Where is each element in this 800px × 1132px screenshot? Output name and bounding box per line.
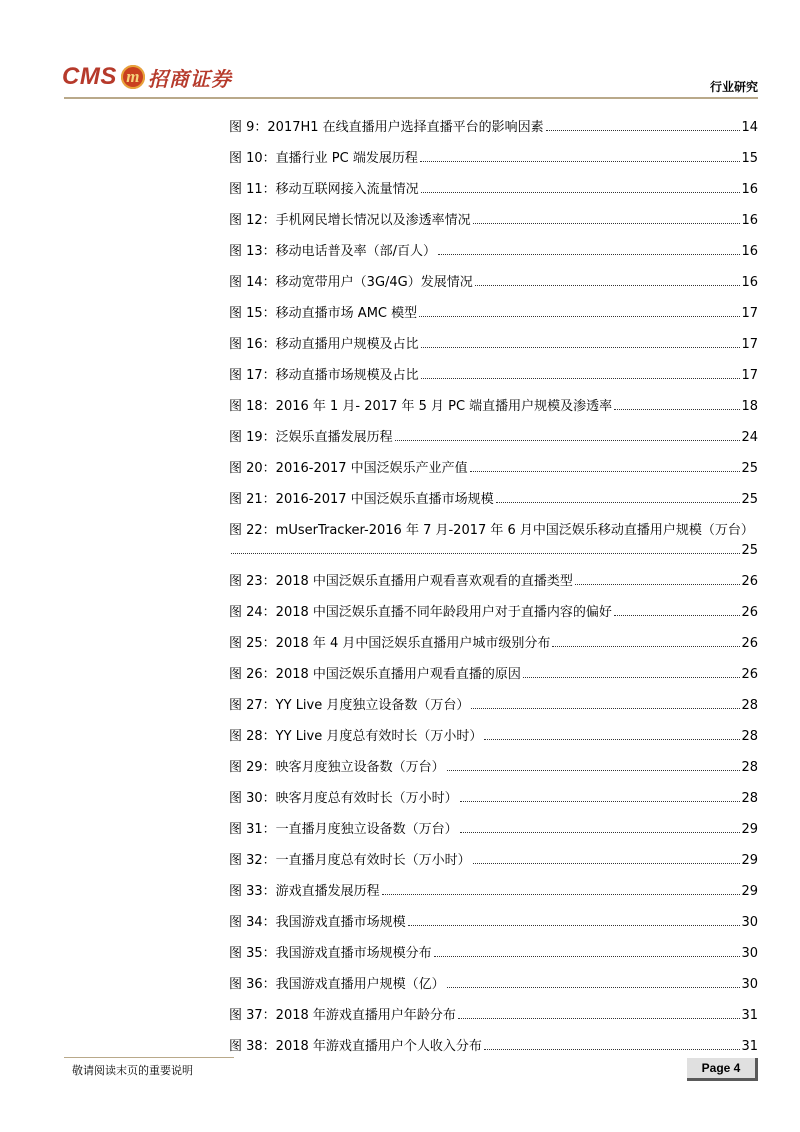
toc-entry[interactable] (229, 1023, 758, 1054)
toc-leader-dots (408, 925, 741, 926)
toc-entry[interactable] (229, 744, 758, 775)
toc-leader-dots (484, 1049, 741, 1050)
toc-entry-page: 30 (741, 915, 758, 930)
toc-entry[interactable] (229, 228, 758, 259)
logo-chinese: 招商证券 (147, 66, 232, 91)
toc-entry[interactable] (229, 558, 758, 589)
report-category: 行业研究 (709, 80, 758, 94)
toc-entry-page: 26 (741, 667, 758, 682)
toc-entry[interactable] (229, 507, 758, 558)
toc-entry-page: 25 (741, 543, 758, 558)
company-logo (62, 60, 232, 94)
toc-entry[interactable] (229, 806, 758, 837)
toc-leader-dots (447, 770, 741, 771)
toc-entry-label: 图 21：2016-2017 中国泛娱乐直播市场规模 (229, 492, 494, 507)
toc-entry-page: 18 (741, 399, 758, 414)
toc-entry-page: 15 (741, 151, 758, 166)
toc-entry-label: 图 28：YY Live 月度总有效时长（万小时） (229, 729, 483, 744)
toc-entry-label: 图 34：我国游戏直播市场规模 (229, 915, 406, 930)
toc-entry-label: 图 36：我国游戏直播用户规模（亿） (229, 977, 445, 992)
toc-entry-label: 图 10：直播行业 PC 端发展历程 (229, 151, 418, 166)
toc-entry[interactable] (229, 930, 758, 961)
toc-leader-dots (496, 502, 741, 503)
toc-entry-label: 图 27：YY Live 月度独立设备数（万台） (229, 698, 470, 713)
toc-entry-page: 30 (741, 977, 758, 992)
toc-entry[interactable] (229, 992, 758, 1023)
toc-leader-dots (395, 440, 741, 441)
toc-entry-label: 图 29：映客月度独立设备数（万台） (229, 760, 445, 775)
toc-entry[interactable] (229, 321, 758, 352)
toc-leader-dots (419, 316, 740, 317)
toc-entry-label: 图 24：2018 中国泛娱乐直播不同年龄段用户对于直播内容的偏好 (229, 605, 612, 620)
toc-entry[interactable] (229, 682, 758, 713)
toc-entry-label: 图 23：2018 中国泛娱乐直播用户观看喜欢观看的直播类型 (229, 574, 573, 589)
toc-entry[interactable] (229, 197, 758, 228)
toc-entry[interactable] (229, 476, 758, 507)
toc-entry-label: 图 33：游戏直播发展历程 (229, 884, 380, 899)
toc-entry[interactable] (229, 961, 758, 992)
toc-entry-label: 图 18：2016 年 1 月- 2017 年 5 月 PC 端直播用户规模及渗透率 (229, 399, 613, 414)
toc-entry-label: 图 9：2017H1 在线直播用户选择直播平台的影响因素 (229, 120, 544, 135)
toc-entry[interactable] (229, 589, 758, 620)
logo-latin: CMS (62, 63, 117, 90)
toc-entry-label: 图 25：2018 年 4 月中国泛娱乐直播用户城市级别分布 (229, 636, 551, 651)
toc-entry[interactable] (229, 135, 758, 166)
toc-entry-page: 25 (741, 492, 758, 507)
toc-entry-label: 图 16：移动直播用户规模及占比 (229, 337, 419, 352)
toc-entry-page: 16 (741, 275, 758, 290)
toc-entry-page: 31 (741, 1008, 758, 1023)
logo-badge-icon: m (121, 65, 145, 89)
toc-entry[interactable] (229, 651, 758, 682)
toc-entry[interactable] (229, 259, 758, 290)
toc-entry-label: 图 12：手机网民增长情况以及渗透率情况 (229, 213, 471, 228)
toc-entry-page: 16 (741, 213, 758, 228)
toc-entry[interactable] (229, 713, 758, 744)
toc-entry[interactable] (229, 775, 758, 806)
toc-leader-dots (421, 378, 741, 379)
toc-entry-page: 28 (741, 698, 758, 713)
toc-entry-page: 14 (741, 120, 758, 135)
toc-entry-label: 图 30：映客月度总有效时长（万小时） (229, 791, 458, 806)
toc-entry-page: 16 (741, 244, 758, 259)
toc-entry-page: 28 (741, 791, 758, 806)
toc-entry-label: 图 20：2016-2017 中国泛娱乐产业产值 (229, 461, 468, 476)
toc-entry-label: 图 14：移动宽带用户（3G/4G）发展情况 (229, 275, 473, 290)
toc-leader-dots (473, 863, 741, 864)
toc-entry[interactable] (229, 414, 758, 445)
toc-entry-page: 17 (741, 337, 758, 352)
toc-entry-label: 图 11：移动互联网接入流量情况 (229, 182, 419, 197)
toc-entry[interactable] (229, 104, 758, 135)
toc-leader-dots (421, 347, 741, 348)
toc-leader-dots (460, 801, 741, 802)
toc-entry[interactable] (229, 620, 758, 651)
toc-entry[interactable] (229, 352, 758, 383)
toc-entry-page: 24 (741, 430, 758, 445)
toc-leader-dots (434, 956, 741, 957)
toc-entry[interactable] (229, 166, 758, 197)
toc-entry[interactable] (229, 899, 758, 930)
toc-entry-page: 25 (741, 461, 758, 476)
toc-leader-dots (231, 553, 740, 554)
toc-entry-page: 16 (741, 182, 758, 197)
toc-leader-dots (614, 615, 741, 616)
toc-entry[interactable] (229, 383, 758, 414)
toc-entry-label: 图 15：移动直播市场 AMC 模型 (229, 306, 418, 321)
toc-entry-page: 31 (741, 1039, 758, 1054)
toc-entry[interactable] (229, 837, 758, 868)
toc-leader-dots (470, 471, 741, 472)
toc-leader-dots (421, 192, 741, 193)
toc-entry-page: 26 (741, 636, 758, 651)
toc-entry-label: 图 26：2018 中国泛娱乐直播用户观看直播的原因 (229, 667, 521, 682)
toc-leader-dots (575, 584, 741, 585)
header-divider (64, 97, 758, 99)
toc-leader-dots (614, 409, 740, 410)
toc-leader-dots (473, 223, 741, 224)
toc-entry-page: 29 (741, 853, 758, 868)
toc-leader-dots (420, 161, 741, 162)
toc-entry-label: 图 38：2018 年游戏直播用户个人收入分布 (229, 1039, 482, 1054)
toc-entry-label: 图 32：一直播月度总有效时长（万小时） (229, 853, 471, 868)
toc-leader-dots (484, 739, 740, 740)
toc-entry-label: 图 17：移动直播市场规模及占比 (229, 368, 419, 383)
toc-entry-label: 图 31：一直播月度独立设备数（万台） (229, 822, 458, 837)
toc-leader-dots (523, 677, 741, 678)
toc-entry-label: 图 13：移动电话普及率（部/百人） (229, 244, 437, 259)
toc-entry-label: 图 22：mUserTracker-2016 年 7 月-2017 年 6 月中国泛娱乐移动直播用户规模（万台） (229, 523, 754, 538)
toc-entry-page: 17 (741, 306, 758, 321)
toc-entry-page: 28 (741, 760, 758, 775)
toc-leader-dots (552, 646, 740, 647)
toc-entry-page: 26 (741, 605, 758, 620)
toc-entry[interactable] (229, 290, 758, 321)
toc-leader-dots (471, 708, 740, 709)
toc-entry-label: 图 35：我国游戏直播市场规模分布 (229, 946, 432, 961)
toc-entry[interactable] (229, 445, 758, 476)
toc-leader-dots (460, 832, 741, 833)
page-number: Page 4 (687, 1058, 758, 1081)
toc-leader-dots (382, 894, 741, 895)
toc-entry-label: 图 19：泛娱乐直播发展历程 (229, 430, 393, 445)
toc-entry-page: 29 (741, 822, 758, 837)
toc-entry-page: 30 (741, 946, 758, 961)
toc-entry-page: 28 (741, 729, 758, 744)
disclaimer-note: 敬请阅读末页的重要说明 (72, 1064, 193, 1077)
toc-entry-page: 26 (741, 574, 758, 589)
toc-leader-dots (438, 254, 740, 255)
toc-leader-dots (475, 285, 741, 286)
toc-leader-dots (447, 987, 741, 988)
figure-list (229, 104, 758, 1054)
toc-entry-page: 29 (741, 884, 758, 899)
toc-entry[interactable] (229, 868, 758, 899)
toc-entry-label: 图 37：2018 年游戏直播用户年龄分布 (229, 1008, 456, 1023)
toc-leader-dots (546, 130, 741, 131)
toc-entry-page: 17 (741, 368, 758, 383)
toc-leader-dots (458, 1018, 741, 1019)
footer-divider (64, 1057, 234, 1058)
